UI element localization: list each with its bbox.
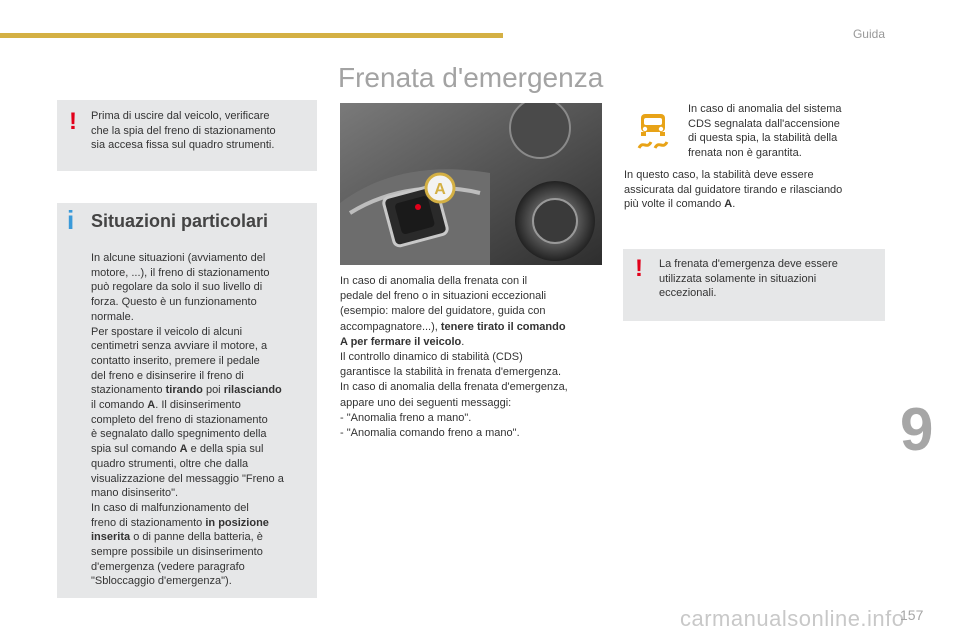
text-line: In caso di anomalia della frenata d'emergenza,	[340, 381, 568, 394]
warning-exclamation-icon: !	[635, 255, 643, 282]
section-label: Guida	[852, 27, 885, 41]
text-line: del freno e disinserire il freno di	[91, 369, 244, 382]
page-title: Frenata d'emergenza	[338, 62, 604, 93]
parking-brake-control-photo	[340, 103, 602, 265]
text-line: stazionamento tirando poi rilasciando	[91, 384, 282, 397]
middle-text	[340, 274, 604, 441]
text-line: In caso di anomalia del sistema	[688, 103, 842, 115]
text-line: eccezionali.	[659, 287, 717, 300]
text-line: spia sul comando A e della spia sul	[91, 443, 264, 456]
text-line: centimetri senza avviare il motore, a	[91, 340, 268, 353]
text-line: inserita o di panne della batteria, è	[91, 531, 263, 544]
chapter-number: 9	[900, 396, 934, 463]
info-box-situations	[57, 203, 317, 598]
text-line: normale.	[91, 310, 134, 323]
situations-text	[91, 251, 313, 589]
text-line: accompagnatore...), tenere tirato il comando	[340, 320, 566, 333]
text-line: appare uno dei seguenti messaggi:	[340, 396, 512, 409]
text-line: In alcune situazioni (avviamento del	[91, 252, 266, 264]
text-line: più volte il comando A.	[624, 198, 736, 211]
text-line: utilizzata solamente in situazioni	[659, 272, 817, 285]
text-line: frenata non è garantita.	[688, 147, 802, 160]
warning-box-emergency	[623, 249, 885, 321]
text-line: pedale del freno o in situazioni eccezionali	[340, 290, 547, 303]
text-line: è segnalato dallo spegnimento della	[91, 428, 267, 441]
text-line: - "Anomalia freno a mano".	[340, 411, 472, 424]
header-accent-bar	[0, 33, 503, 38]
warning-box-parking	[57, 100, 317, 171]
text-line: di questa spia, la stabilità della	[688, 132, 838, 145]
text-line: può regolare da solo il suo livello di	[91, 281, 263, 294]
text-line: (esempio: malore del guidatore, guida con	[340, 305, 546, 318]
cds-indented-text	[688, 102, 888, 161]
warning-text	[659, 257, 881, 301]
text-line: sempre possibile un disinserimento	[91, 546, 263, 559]
text-line: motore, ...), il freno di stazionamento	[91, 266, 270, 279]
callout-label-a: A	[434, 181, 446, 198]
text-line: Il controllo dinamico di stabilità (CDS)	[340, 351, 523, 364]
text-line: garantisce la stabilità in frenata d'emergenza.	[340, 366, 562, 379]
page-number: 157	[900, 607, 924, 623]
text-line: assicurata dal guidatore tirando e rilasciando	[624, 183, 843, 196]
text-line: freno di stazionamento in posizione	[91, 516, 269, 529]
text-line: sia accesa fissa sul quadro strumenti.	[91, 139, 275, 152]
text-line: quadro strumenti, oltre che dalla	[91, 457, 249, 470]
control-illustration	[340, 103, 602, 265]
text-line: In caso di malfunzionamento del	[91, 501, 249, 514]
text-line: La frenata d'emergenza deve essere	[659, 258, 838, 270]
text-line: mano disinserito".	[91, 487, 179, 500]
text-line: CDS segnalata dall'accensione	[688, 117, 840, 130]
cds-warning-icon	[633, 110, 673, 154]
text-line: d'emergenza (vedere paragrafo	[91, 560, 245, 573]
warning-exclamation-icon: !	[69, 108, 77, 135]
info-icon: i	[67, 205, 75, 235]
text-line: forza. Questo è un funzionamento	[91, 296, 257, 309]
text-line: "Sbloccaggio d'emergenza").	[91, 575, 232, 588]
watermark: carmanualsonline.info	[680, 606, 905, 631]
text-line: Per spostare il veicolo di alcuni	[91, 325, 243, 338]
text-line: visualizzazione del messaggio "Freno a	[91, 472, 284, 485]
text-line: contatto inserito, premere il pedale	[91, 354, 260, 367]
warning-text	[91, 109, 315, 153]
text-line: In questo caso, la stabilità deve essere	[624, 169, 814, 181]
text-line: In caso di anomalia della frenata con il	[340, 275, 528, 287]
text-line: A per fermare il veicolo.	[340, 335, 465, 348]
cds-text	[624, 168, 886, 212]
section-heading: Situazioni particolari	[91, 211, 269, 231]
text-line: - "Anomalia comando freno a mano".	[340, 427, 520, 440]
text-line: il comando A. Il disinserimento	[91, 399, 241, 412]
text-line: Prima di uscire dal veicolo, verificare	[91, 110, 270, 122]
text-line: che la spia del freno di stazionamento	[91, 124, 276, 137]
text-line: completo del freno di stazionamento	[91, 413, 268, 426]
